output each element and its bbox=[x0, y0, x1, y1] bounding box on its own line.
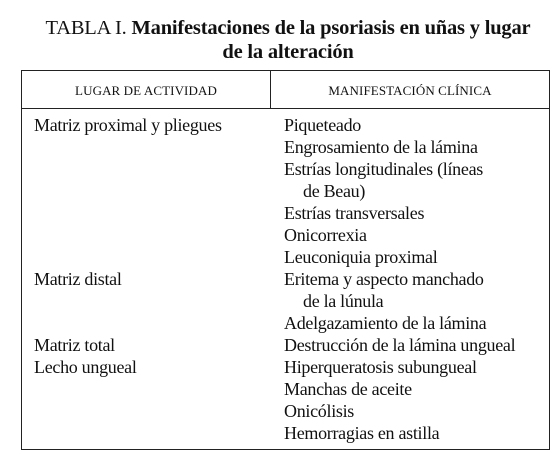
column-header-location: LUGAR DE ACTIVIDAD bbox=[75, 83, 217, 98]
manifestation-line: Adelgazamiento de la lámina bbox=[284, 313, 487, 333]
table-title-part-1: Manifestaciones de la psoriasis en uñas y lugar bbox=[131, 17, 531, 39]
table-caption bbox=[22, 16, 554, 64]
manifestation-line-continuation: de la lúnula bbox=[303, 291, 384, 311]
manifestation-line: Estrías transversales bbox=[284, 203, 425, 223]
manifestation-line: Hiperqueratosis subungueal bbox=[284, 357, 477, 377]
table-header-row bbox=[22, 71, 549, 109]
table-number-label: TABLA I. bbox=[45, 17, 127, 39]
manifestation-line: Onicorrexia bbox=[284, 225, 367, 245]
manifestations-table bbox=[21, 70, 550, 450]
location-cell: Lecho ungueal bbox=[34, 357, 137, 377]
column-header-manifestation: MANIFESTACIÓN CLÍNICA bbox=[328, 83, 492, 98]
manifestation-line: Manchas de aceite bbox=[284, 379, 412, 399]
manifestation-line: Piqueteado bbox=[284, 115, 361, 135]
manifestation-line-continuation: de Beau) bbox=[303, 181, 366, 201]
manifestation-line: Hemorragias en astilla bbox=[284, 423, 440, 443]
manifestation-line: Onicólisis bbox=[284, 401, 355, 421]
location-cell: Matriz distal bbox=[34, 269, 122, 289]
manifestation-line: Engrosamiento de la lámina bbox=[284, 137, 478, 157]
location-cell: Matriz proximal y pliegues bbox=[34, 115, 222, 135]
manifestation-line: Destrucción de la lámina ungueal bbox=[284, 335, 516, 355]
caption-line-1 bbox=[22, 16, 554, 40]
manifestation-line: Estrías longitudinales (líneas bbox=[284, 159, 483, 179]
location-cell: Matriz total bbox=[34, 335, 115, 355]
table-title-part-2: de la alteración bbox=[222, 41, 354, 63]
manifestation-line: Eritema y aspecto manchado bbox=[284, 269, 484, 289]
manifestation-line: Leuconiquia proximal bbox=[284, 247, 438, 267]
